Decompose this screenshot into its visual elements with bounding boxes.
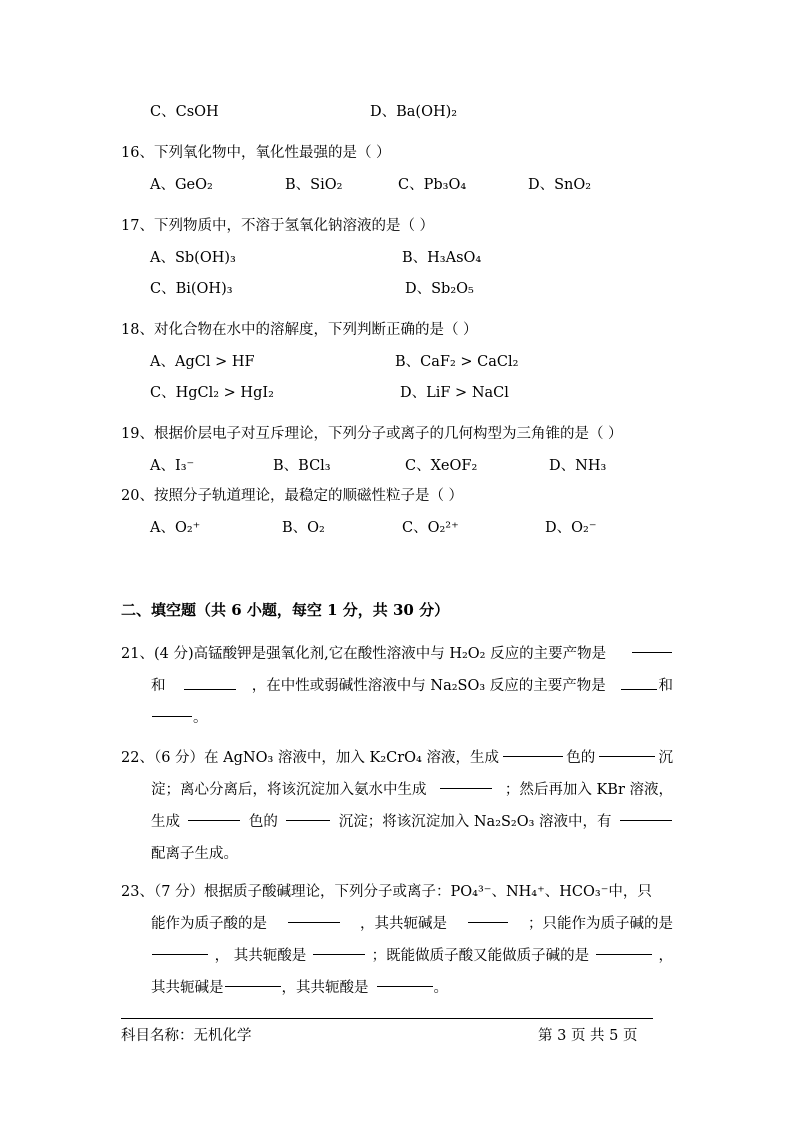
q22-blank-1[interactable] xyxy=(503,742,563,757)
q21-line2-c: 和 xyxy=(658,678,673,694)
q20-option-d: D、O₂⁻ xyxy=(545,520,597,536)
q21-blank-4[interactable] xyxy=(152,702,192,717)
q18-option-d: D、LiF > NaCl xyxy=(400,385,509,401)
q22-line3-b: 色的 xyxy=(248,814,278,830)
q22-line1-b: 色的 xyxy=(566,750,596,766)
q22-blank-6[interactable] xyxy=(620,806,672,821)
q21-blank-1[interactable] xyxy=(632,638,672,653)
q20-option-c: C、O₂²⁺ xyxy=(402,520,459,536)
q23-blank-5[interactable] xyxy=(596,940,652,955)
q22-line3-a: 生成 xyxy=(151,814,180,830)
q16-option-c: C、Pb₃O₄ xyxy=(398,177,467,193)
q22-line2-a: 淀；离心分离后，将该沉淀加入氨水中生成 xyxy=(151,782,427,798)
footer-divider xyxy=(121,1018,653,1019)
q16-stem: 16、下列氧化物中，氧化性最强的是（ ） xyxy=(121,145,391,161)
q18-option-b: B、CaF₂ > CaCl₂ xyxy=(395,354,519,370)
q19-option-d: D、NH₃ xyxy=(549,458,607,474)
q22-line1-c: 沉 xyxy=(658,750,673,766)
q23-blank-6[interactable] xyxy=(225,972,281,987)
q18-stem: 18、对化合物在水中的溶解度，下列判断正确的是（ ） xyxy=(121,322,478,338)
section-heading: 二、填空题（共 6 小题，每空 1 分，共 30 分） xyxy=(121,601,450,619)
q17-option-b: B、H₃AsO₄ xyxy=(402,250,482,266)
q23-line4-a: 其共轭碱是 xyxy=(151,980,224,996)
q18-option-a: A、AgCl > HF xyxy=(150,354,255,370)
q17-stem: 17、下列物质中，不溶于氢氧化钠溶液的是（ ） xyxy=(121,218,435,234)
q22-blank-2[interactable] xyxy=(599,742,655,757)
q22-line1-a: 22、（6 分）在 AgNO₃ 溶液中，加入 K₂CrO₄ 溶液，生成 xyxy=(121,750,499,766)
q23-line4-b: ，其共轭酸是 xyxy=(281,980,369,996)
q19-option-b: B、BCl₃ xyxy=(273,458,331,474)
q19-stem: 19、根据价层电子对互斥理论，下列分子或离子的几何构型为三角锥的是（ ） xyxy=(121,426,623,442)
q15-option-d: D、Ba(OH)₂ xyxy=(370,104,458,120)
q23-line2-a: 能作为质子酸的是 xyxy=(151,916,267,932)
q23 xyxy=(121,876,673,1004)
q22-blank-4[interactable] xyxy=(188,806,240,821)
q17-option-c: C、Bi(OH)₃ xyxy=(150,281,233,297)
q15-option-c: C、CsOH xyxy=(150,104,219,120)
footer-page-number: 第 3 页 共 5 页 xyxy=(538,1028,638,1044)
q21-blank-3[interactable] xyxy=(621,675,657,690)
q21-line3: 。 xyxy=(193,710,208,726)
q16-option-d: D、SnO₂ xyxy=(528,177,592,193)
q16-option-b: B、SiO₂ xyxy=(285,177,343,193)
q23-blank-1[interactable] xyxy=(288,908,340,923)
q23-blank-7[interactable] xyxy=(377,972,433,987)
q16-option-a: A、GeO₂ xyxy=(150,177,213,193)
q19-option-a: A、I₃⁻ xyxy=(150,458,195,474)
q23-line4-c: 。 xyxy=(433,980,448,996)
q20-option-a: A、O₂⁺ xyxy=(150,520,201,536)
q23-line3-b: ；既能做质子酸又能做质子碱的是 xyxy=(371,948,590,964)
q18-option-c: C、HgCl₂ > HgI₂ xyxy=(150,385,274,401)
q21-line2-a: 和 xyxy=(151,678,166,694)
q22-line2-b: ；然后再加入 KBr 溶液， xyxy=(504,782,673,798)
q21 xyxy=(121,638,673,734)
q20-stem: 20、按照分子轨道理论，最稳定的顺磁性粒子是（ ） xyxy=(121,488,464,504)
q22-blank-5[interactable] xyxy=(286,806,330,821)
footer-subject: 科目名称：无机化学 xyxy=(121,1028,252,1044)
q23-blank-3[interactable] xyxy=(152,940,208,955)
q23-line2-c: ；只能作为质子碱的是 xyxy=(528,916,673,932)
q23-line1: 23、（7 分）根据质子酸碱理论，下列分子或离子：PO₄³⁻、NH₄⁺、HCO₃⁻中，只 xyxy=(121,884,652,900)
q23-line3-c: ， xyxy=(658,948,673,964)
q17-option-d: D、Sb₂O₅ xyxy=(405,281,474,297)
q17-option-a: A、Sb(OH)₃ xyxy=(150,250,236,266)
q22-line4: 配离子生成。 xyxy=(151,846,238,862)
q21-line1: 21、(4 分)高锰酸钾是强氧化剂,它在酸性溶液中与 H₂O₂ 反应的主要产物是 xyxy=(121,646,607,662)
q23-blank-2[interactable] xyxy=(468,908,508,923)
q22 xyxy=(121,742,673,870)
q23-line2-b: ，其共轭碱是 xyxy=(360,916,447,932)
q19-option-c: C、XeOF₂ xyxy=(405,458,478,474)
q21-line2-b: ，在中性或弱碱性溶液中与 Na₂SO₃ 反应的主要产物是 xyxy=(251,678,606,694)
q23-blank-4[interactable] xyxy=(313,940,365,955)
q21-blank-2[interactable] xyxy=(184,675,236,690)
q20-option-b: B、O₂ xyxy=(282,520,325,536)
q22-blank-3[interactable] xyxy=(440,774,492,789)
q22-line3-c: 沉淀；将该沉淀加入 Na₂S₂O₃ 溶液中，有 xyxy=(338,814,612,830)
q23-line3-a: ， 其共轭酸是 xyxy=(214,948,307,964)
